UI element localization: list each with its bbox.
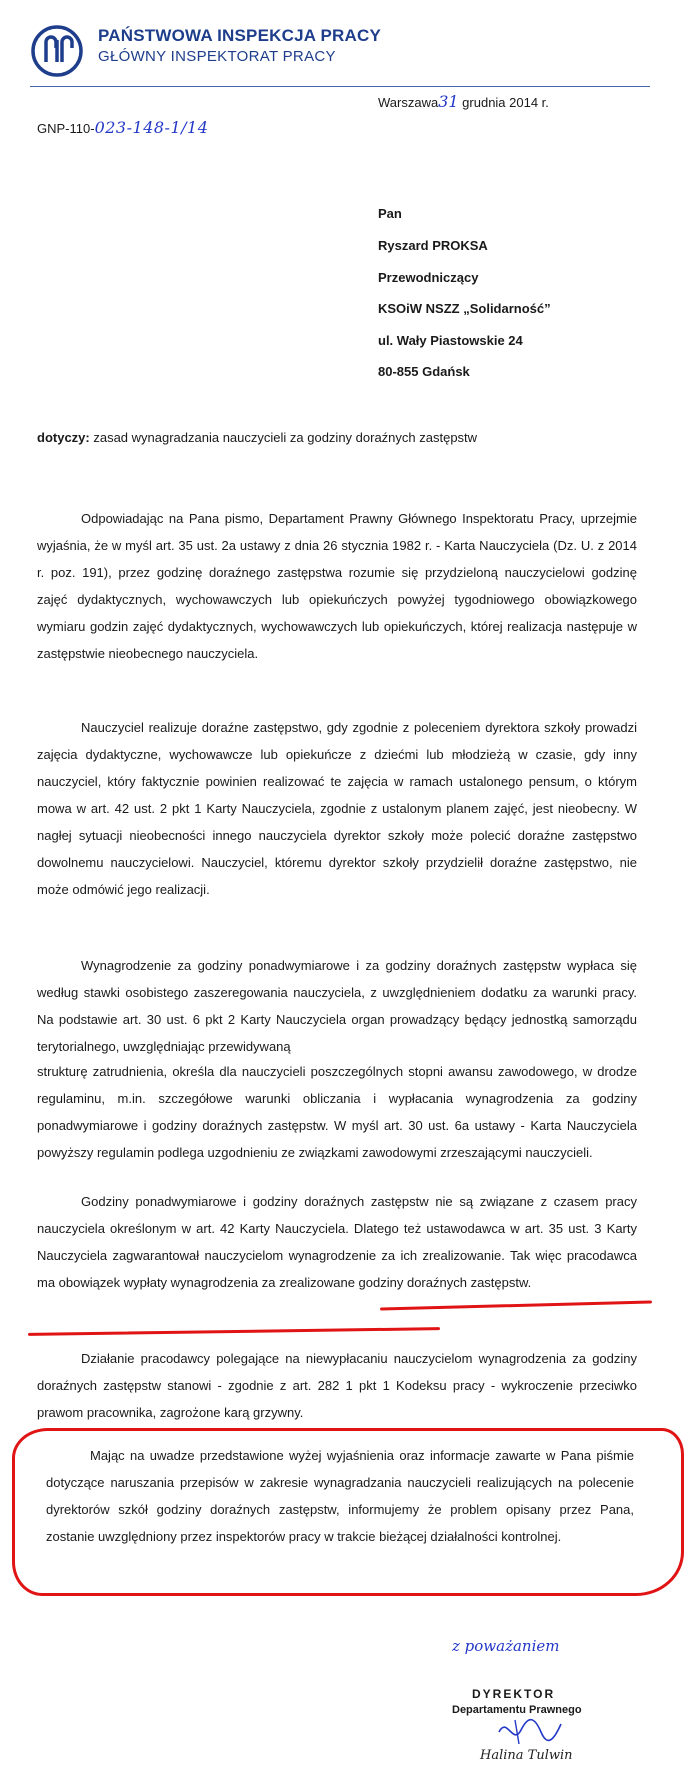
paragraph-3: Wynagrodzenie za godziny ponadwymiarowe i za godziny doraźnych zastępstw wypłaca się według stawki osobistego zaszeregowania nauczyciela, z uwzględnieniem dodatku za warunki pracy. Na podstawie art. 30 ust. 6 pkt 2 Karty Nauczyciela organ prowadzący będący jednostką samorządu terytorialnego, uwzględniając przewidywaną <box>37 958 637 1054</box>
subject-text: zasad wynagradzania nauczycieli za godziny doraźnych zastępstw <box>89 430 478 445</box>
handwritten-day: 31 <box>438 92 459 111</box>
date-rest: grudnia 2014 r. <box>458 95 549 110</box>
reference-number <box>37 118 208 137</box>
reference-prefix: GNP-110- <box>37 121 95 136</box>
reference-handwritten: 023-148-1/14 <box>94 118 209 137</box>
paragraph-2: Nauczyciel realizuje doraźne zastępstwo, gdy zgodnie z poleceniem dyrektora szkoły prowadzi zajęcia dydaktyczne, wychowawcze lub opiekuńcze z dziećmi lub młodzieżą w czasie, gdy inny nauczyciel, który faktycznie powinien realizować te zajęcia w ramach ustalonego pensum, o którym mowa w art. 42 ust. 2 pkt 1 Karty Nauczyciela, zgodnie z ustalonym planem zajęć, jest nieobecny. W nagłej sytuacji nieobecności innego nauczyciela dyrektor szkoły może polecić doraźne zastępstwo dowolnemu nauczycielowi. Nauczyciel, któremu dyrektor szkoły przydzielił doraźne zastępstwo, nie może odmówić jego realizacji. <box>37 720 637 897</box>
paragraph-1: Odpowiadając na Pana pismo, Departament Prawny Głównego Inspektoratu Pracy, uprzejmie wyjaśnia, że w myśl art. 35 ust. 2a ustawy z dnia 26 stycznia 1982 r. - Karta Nauczyciela (Dz. U. z 2014 r. poz. 191), przez godzinę doraźnego zastępstwa rozumie się przydzieloną nauczycielowi godzinę zajęć dydaktycznych, wychowawczych lub opiekuńczych powyżej tygodniowego obowiązkowego wymiaru godzin zajęć dydaktycznych, wychowawczych lub opiekuńczych, której realizacja następuje w zastępstwie nieobecnego nauczyciela. <box>37 511 637 661</box>
paragraph-6: Mając na uwadze przedstawione wyżej wyjaśnienia oraz informacje zawarte w Pana piśmie dotyczące naruszania przepisów w zakresie wynagradzania nauczycieli realizujących na polecenie dyrektorów szkół godziny doraźnych zastępstw, informujemy że problem opisany przez Pana, zostanie uwzględniony przez inspektorów pracy w trakcie bieżącej działalności kontrolnej. <box>46 1448 634 1544</box>
subject-label: dotyczy: <box>37 430 90 445</box>
city: Warszawa <box>378 95 439 110</box>
subject-line <box>37 430 477 445</box>
recipient-line: Ryszard PROKSA <box>378 238 488 253</box>
recipient-line: Pan <box>378 206 402 221</box>
paragraph-3-continued: strukturę zatrudnienia, określa dla nauczycieli poszczególnych stopni awansu zawodowego, w drodze regulaminu, m.in. szczegółowe warunki obliczania i wypłacania wynagrodzenia za godziny ponadwymiarowe i godziny doraźnych zastępstw. W myśl art. 30 ust. 6a ustawy - Karta Nauczyciela powyższy regulamin podlega uzgodnieniu ze związkami zawodowymi zrzeszającymi nauczycieli. <box>37 1064 637 1160</box>
pip-logo-icon <box>30 24 84 78</box>
place-date <box>378 92 549 111</box>
recipient-line: ul. Wały Piastowskie 24 <box>378 333 523 348</box>
handwritten-regards: z poważaniem <box>452 1637 560 1655</box>
signature-title: DYREKTOR <box>472 1687 556 1701</box>
red-underline-mark <box>28 1327 440 1336</box>
red-underline-mark <box>380 1300 652 1310</box>
recipient-line: KSOiW NSZZ „Solidarność” <box>378 301 551 316</box>
org-name: PAŃSTWOWA INSPEKCJA PRACY <box>98 26 382 45</box>
recipient-line: 80-855 Gdańsk <box>378 364 470 379</box>
paragraph-5: Działanie pracodawcy polegające na niewypłacaniu nauczycielom wynagrodzenia za godziny doraźnych zastępstw stanowi - zgodnie z art. 282 1 pkt 1 Kodeksu pracy - wykroczenie przeciwko prawom pracownika, zagrożone karą grzywny. <box>37 1351 637 1420</box>
signature-department: Departamentu Prawnego <box>452 1704 582 1716</box>
signatory-name: Halina Tulwin <box>480 1748 573 1763</box>
paragraph-4: Godziny ponadwymiarowe i godziny doraźnych zastępstw nie są związane z czasem pracy nauczyciela określonym w art. 42 Karty Nauczyciela. Dlatego też ustawodawca w art. 35 ust. 3 Karty Nauczyciela zagwarantował nauczycielom wynagrodzenie za ich zrealizowanie. Tak więc pracodawca ma obowiązek wypłaty wynagrodzenia za zrealizowane godziny doraźnych zastępstw. <box>37 1194 637 1290</box>
signature-scrawl-icon <box>495 1712 565 1748</box>
header-divider <box>30 86 650 87</box>
recipient-line: Przewodniczący <box>378 270 479 285</box>
org-subtitle: GŁÓWNY INSPEKTORAT PRACY <box>98 48 336 65</box>
